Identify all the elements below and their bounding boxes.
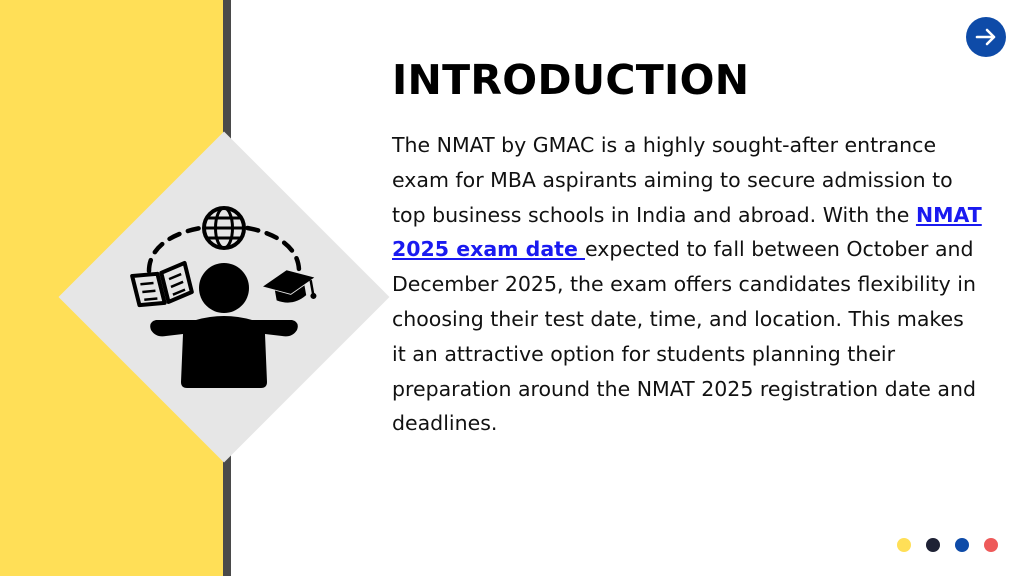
arrow-right-icon	[974, 25, 998, 49]
dot-navy	[926, 538, 940, 552]
intro-text-end: expected to fall between October and December 2025, the exam offers candidates flexibility in choosing their test date, time, and location. This makes it an attractive option for students planning their preparation around the NMAT 2025 registration date and deadlines.	[392, 237, 976, 436]
slide-title: INTRODUCTION	[392, 56, 750, 104]
globe-icon	[204, 208, 244, 248]
dot-yellow	[897, 538, 911, 552]
next-slide-button[interactable]	[966, 17, 1006, 57]
book-icon	[132, 263, 193, 309]
nmat-exam-date-link[interactable]: NMAT 2025 exam date	[392, 202, 982, 262]
intro-paragraph	[392, 128, 984, 441]
dot-blue	[955, 538, 969, 552]
intro-text-start: The NMAT by GMAC is a highly sought-after entrance exam for MBA aspirants aiming to secure admission to top business schools in India and abroad. With the	[392, 133, 953, 227]
student-illustration	[124, 196, 324, 396]
graduation-cap-icon	[261, 266, 318, 308]
dot-red	[984, 538, 998, 552]
